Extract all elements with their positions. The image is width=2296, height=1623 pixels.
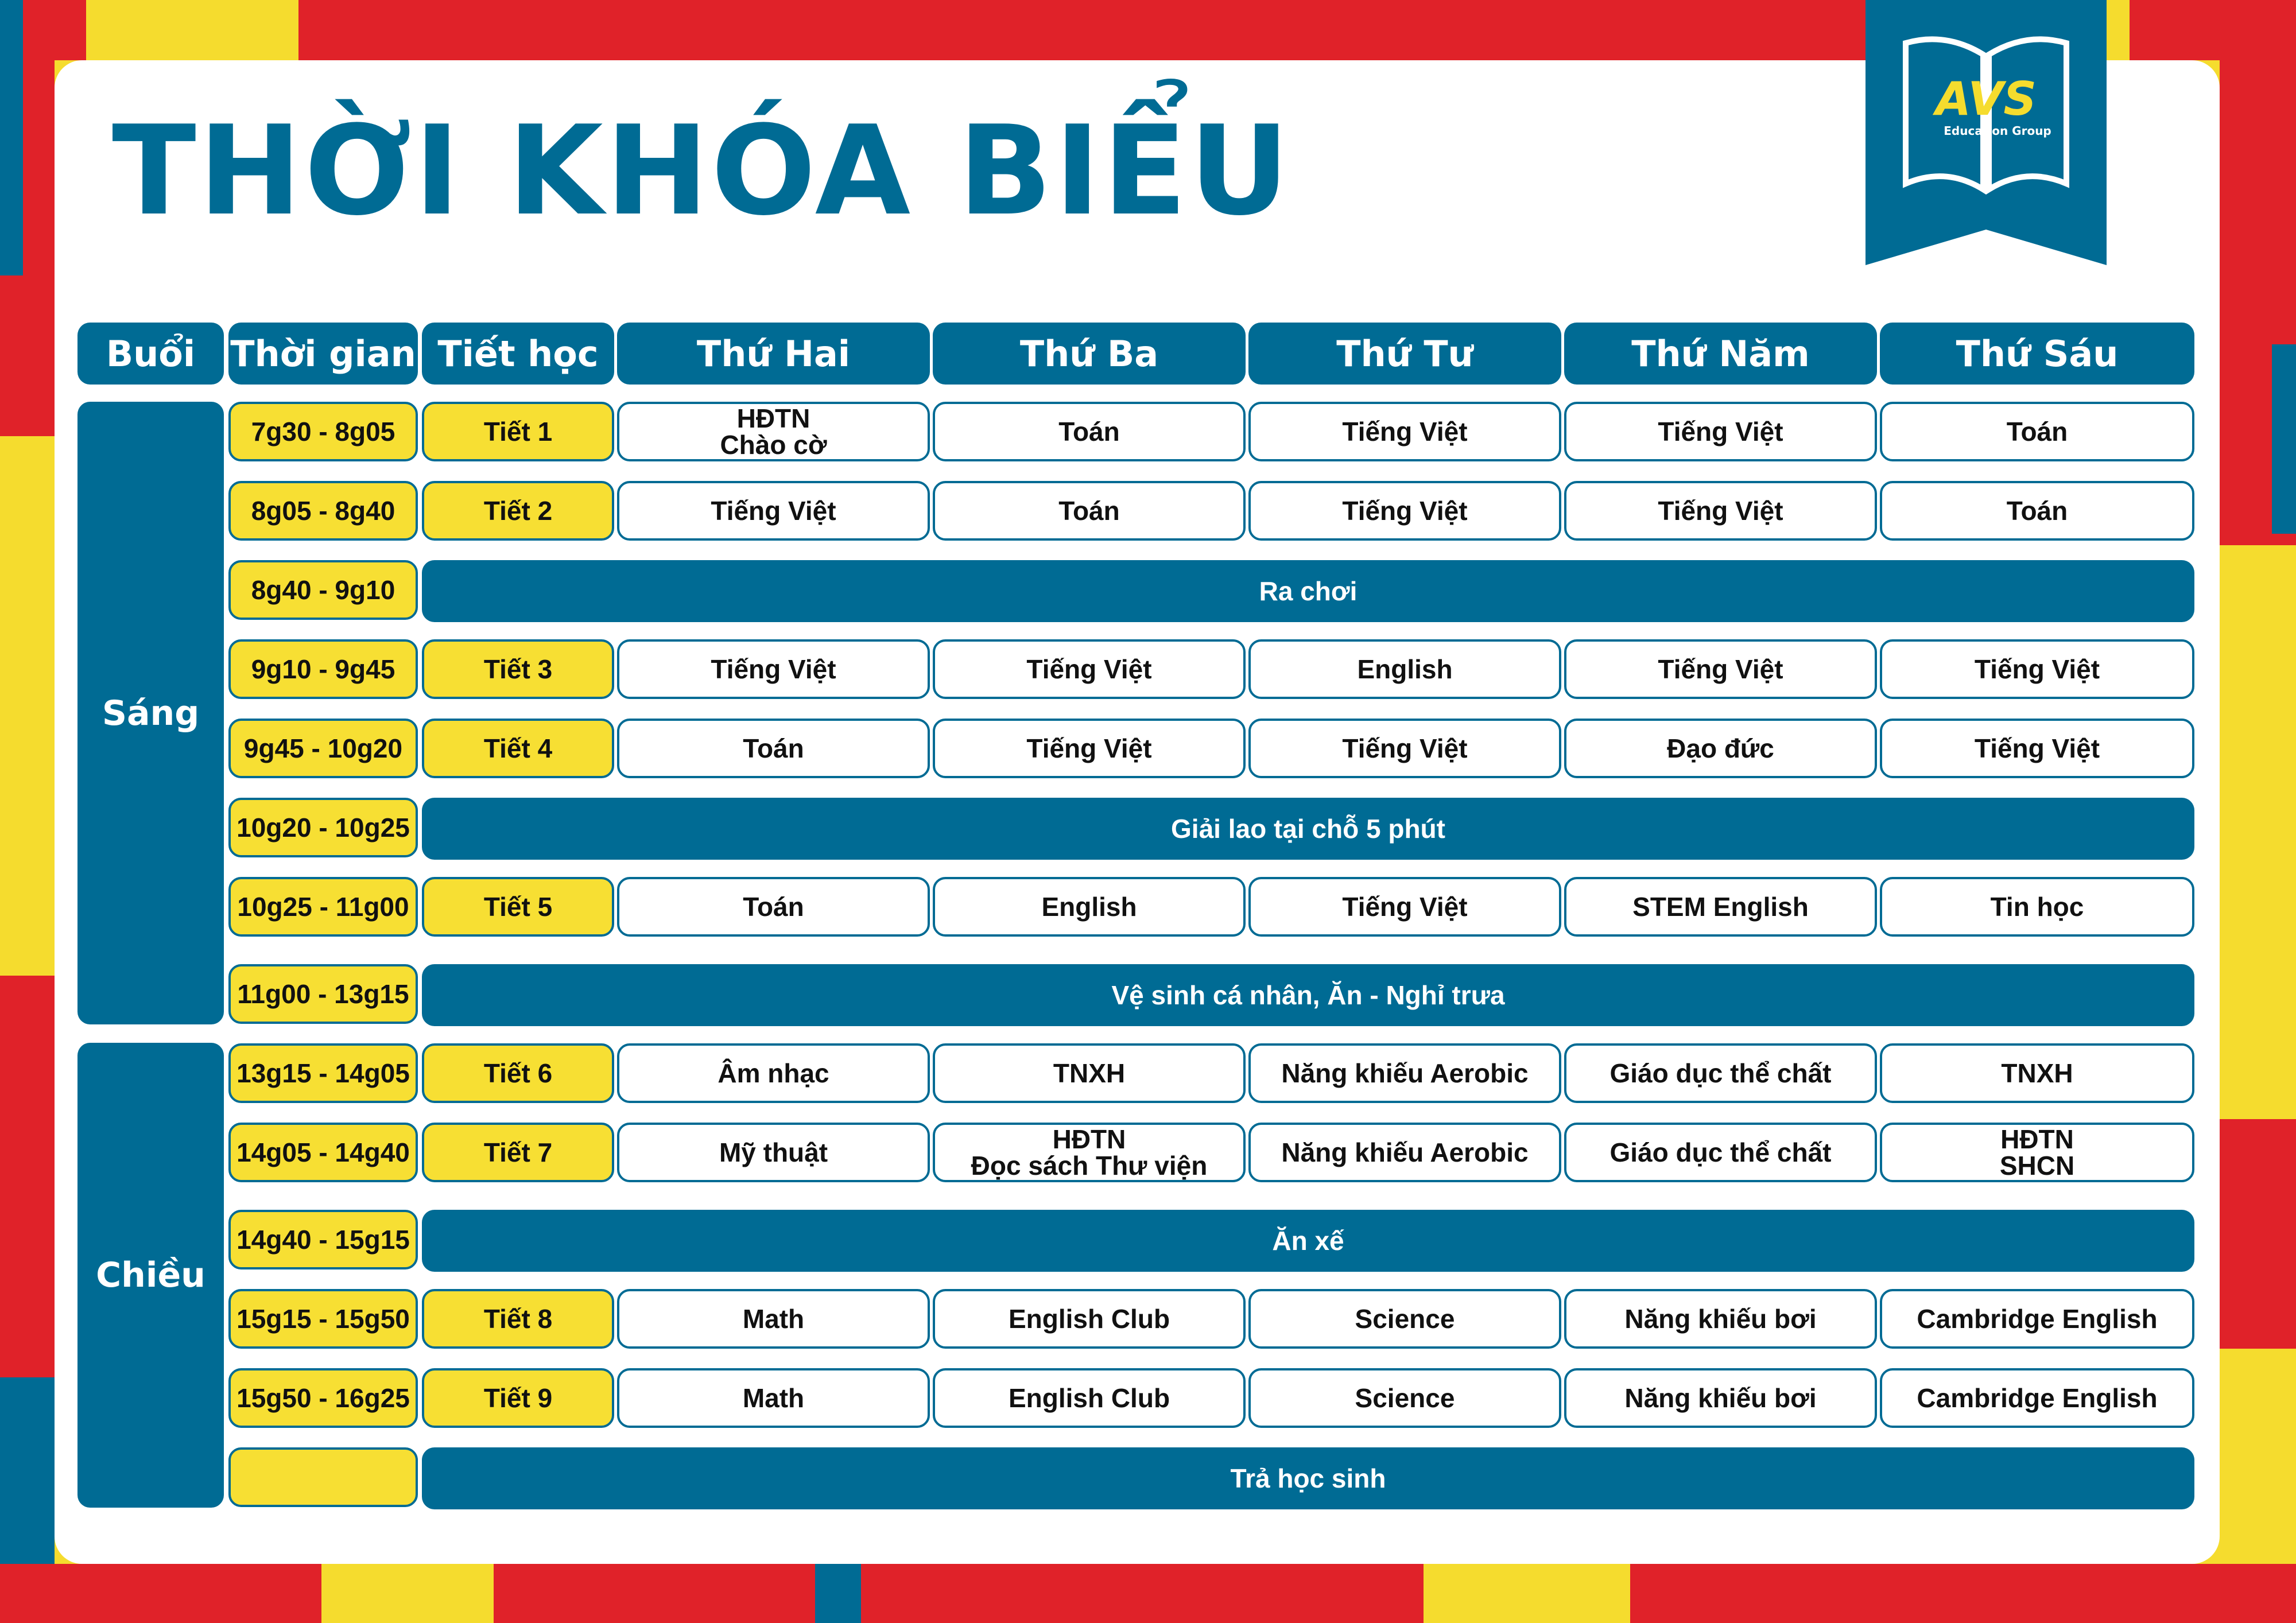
subject-cell-thursday [1564, 639, 1877, 699]
subject-cell-tuesday [933, 1368, 1246, 1428]
subject-text: HĐTN [2000, 1124, 2074, 1154]
period-cell: Tiết 8 [422, 1289, 614, 1349]
subject-text: Cambridge English [1917, 1383, 2158, 1413]
subject-cell-thursday [1564, 719, 1877, 778]
subject-text: Tiếng Việt [1342, 496, 1468, 526]
subject-text: Tiếng Việt [1026, 733, 1152, 763]
subject-text: English Club [1008, 1383, 1170, 1413]
subject-text: Science [1355, 1304, 1455, 1334]
subject-cell-monday [617, 1043, 930, 1103]
subject-text: Toán [743, 892, 804, 922]
subject-cell-wednesday [1248, 877, 1561, 937]
subject-cell-wednesday [1248, 481, 1561, 541]
subject-text: Tiếng Việt [1658, 417, 1783, 446]
header-wednesday: Thứ Tư [1248, 323, 1561, 385]
subject-cell-monday [617, 1123, 930, 1182]
subject-text: Năng khiếu Aerobic [1281, 1058, 1529, 1088]
break-band: Ăn xế [422, 1210, 2194, 1272]
subject-cell-tuesday [933, 1289, 1246, 1349]
subject-text: Cambridge English [1917, 1304, 2158, 1334]
page-title: THỜI KHÓA BIỂU [112, 99, 1292, 243]
subject-text: Giáo dục thể chất [1609, 1137, 1832, 1167]
time-cell: 14g05 - 14g40 [228, 1123, 418, 1182]
logo-brand: AVS [1935, 72, 2037, 126]
period-cell: Tiết 9 [422, 1368, 614, 1428]
header-thursday: Thứ Năm [1564, 323, 1877, 385]
time-cell: 15g15 - 15g50 [228, 1289, 418, 1349]
header-session: Buổi [77, 323, 224, 385]
subject-cell-wednesday [1248, 1368, 1561, 1428]
time-cell: 11g00 - 13g15 [228, 964, 418, 1024]
subject-text: STEM English [1632, 892, 1809, 922]
subject-cell-friday [1880, 1123, 2194, 1182]
time-cell: 14g40 - 15g15 [228, 1210, 418, 1269]
session-morning: Sáng [77, 402, 224, 1024]
subject-cell-wednesday [1248, 1043, 1561, 1103]
period-cell: Tiết 1 [422, 402, 614, 461]
subject-text: Âm nhạc [718, 1058, 829, 1088]
subject-text: Giáo dục thể chất [1609, 1058, 1832, 1088]
break-band: Trả học sinh [422, 1447, 2194, 1509]
subject-cell-friday [1880, 1289, 2194, 1349]
subject-text: English [1041, 892, 1137, 922]
subject-text: Tin học [1990, 892, 2084, 922]
subject-text: Tiếng Việt [1342, 417, 1468, 446]
subject-cell-thursday [1564, 1043, 1877, 1103]
subject-cell-thursday [1564, 1123, 1877, 1182]
subject-text: Đạo đức [1667, 733, 1774, 763]
subject-text: TNXH [1053, 1058, 1126, 1088]
background-red-right-low [2220, 1119, 2296, 1349]
time-cell: 10g20 - 10g25 [228, 798, 418, 857]
subject-cell-tuesday [933, 719, 1246, 778]
subject-cell-tuesday [933, 1123, 1246, 1182]
subject-cell-friday [1880, 481, 2194, 541]
subject-cell-monday [617, 1289, 930, 1349]
subject-text: Đọc sách Thư viện [971, 1151, 1208, 1181]
subject-cell-wednesday [1248, 639, 1561, 699]
subject-text: Tiếng Việt [1342, 733, 1468, 763]
subject-cell-wednesday [1248, 1289, 1561, 1349]
subject-text: Chào cờ [720, 430, 827, 460]
header-tuesday: Thứ Ba [933, 323, 1246, 385]
subject-cell-friday [1880, 719, 2194, 778]
time-cell: 10g25 - 11g00 [228, 877, 418, 937]
subject-text: SHCN [1999, 1151, 2075, 1181]
avs-logo [1865, 0, 2107, 265]
subject-text: English Club [1008, 1304, 1170, 1334]
header-friday: Thứ Sáu [1880, 323, 2194, 385]
subject-text: Math [742, 1383, 805, 1413]
subject-cell-friday [1880, 877, 2194, 937]
subject-text: English [1357, 654, 1453, 684]
subject-text: Tiếng Việt [711, 654, 836, 684]
subject-text: Science [1355, 1383, 1455, 1413]
subject-text: Toán [1058, 417, 1120, 446]
subject-text: Tiếng Việt [1026, 654, 1152, 684]
subject-cell-wednesday [1248, 1123, 1561, 1182]
subject-cell-wednesday [1248, 719, 1561, 778]
time-cell: 9g45 - 10g20 [228, 719, 418, 778]
subject-cell-monday [617, 639, 930, 699]
subject-cell-tuesday [933, 639, 1246, 699]
subject-text: Toán [1058, 496, 1120, 526]
subject-cell-thursday [1564, 402, 1877, 461]
subject-text: TNXH [2001, 1058, 2073, 1088]
subject-cell-friday [1880, 1043, 2194, 1103]
subject-cell-monday [617, 1368, 930, 1428]
subject-cell-wednesday [1248, 402, 1561, 461]
background-yellow-bottom-b [1424, 1564, 1630, 1623]
time-cell: 8g05 - 8g40 [228, 481, 418, 541]
subject-text: Mỹ thuật [719, 1137, 828, 1167]
break-band: Ra chơi [422, 560, 2194, 622]
subject-text: Năng khiếu bơi [1624, 1383, 1817, 1413]
logo-tagline: Education Group [1944, 124, 2051, 138]
subject-cell-tuesday [933, 402, 1246, 461]
background-blue-left [0, 0, 23, 275]
subject-text: Toán [2006, 496, 2068, 526]
subject-text: HĐTN [1052, 1124, 1126, 1154]
period-cell: Tiết 4 [422, 719, 614, 778]
subject-text: Tiếng Việt [1658, 654, 1783, 684]
subject-cell-monday [617, 719, 930, 778]
period-cell: Tiết 3 [422, 639, 614, 699]
break-band: Giải lao tại chỗ 5 phút [422, 798, 2194, 860]
subject-text: Năng khiếu bơi [1624, 1304, 1817, 1334]
subject-cell-monday [617, 481, 930, 541]
subject-text: Năng khiếu Aerobic [1281, 1137, 1529, 1167]
subject-cell-friday [1880, 1368, 2194, 1428]
background-yellow-top-left [86, 0, 298, 60]
background-blue-bottom [815, 1564, 861, 1623]
time-cell: 13g15 - 14g05 [228, 1043, 418, 1103]
period-cell: Tiết 6 [422, 1043, 614, 1103]
subject-text: Math [742, 1304, 805, 1334]
subject-cell-monday [617, 402, 930, 461]
subject-cell-thursday [1564, 1289, 1877, 1349]
subject-text: Tiếng Việt [1974, 733, 2100, 763]
time-cell: 7g30 - 8g05 [228, 402, 418, 461]
time-cell: 8g40 - 9g10 [228, 560, 418, 620]
time-cell [228, 1447, 418, 1507]
subject-cell-thursday [1564, 877, 1877, 937]
background-red-left-low [0, 976, 55, 1377]
subject-cell-tuesday [933, 481, 1246, 541]
period-cell: Tiết 2 [422, 481, 614, 541]
subject-cell-thursday [1564, 1368, 1877, 1428]
subject-text: Toán [743, 733, 804, 763]
subject-text: Tiếng Việt [1342, 892, 1468, 922]
subject-cell-tuesday [933, 877, 1246, 937]
subject-cell-monday [617, 877, 930, 937]
subject-text: Tiếng Việt [1974, 654, 2100, 684]
subject-text: Tiếng Việt [711, 496, 836, 526]
time-cell: 15g50 - 16g25 [228, 1368, 418, 1428]
period-cell: Tiết 7 [422, 1123, 614, 1182]
subject-text: Toán [2006, 417, 2068, 446]
subject-cell-friday [1880, 402, 2194, 461]
header-monday: Thứ Hai [617, 323, 930, 385]
session-afternoon: Chiều [77, 1043, 224, 1508]
time-cell: 9g10 - 9g45 [228, 639, 418, 699]
background-yellow-bottom-a [321, 1564, 494, 1623]
subject-cell-friday [1880, 639, 2194, 699]
header-period: Tiết học [422, 323, 614, 385]
period-cell: Tiết 5 [422, 877, 614, 937]
subject-cell-thursday [1564, 481, 1877, 541]
background-blue-right [2272, 344, 2296, 534]
break-band: Vệ sinh cá nhân, Ăn - Nghỉ trưa [422, 964, 2194, 1026]
header-time: Thời gian [228, 323, 418, 385]
subject-text: Tiếng Việt [1658, 496, 1783, 526]
subject-text: HĐTN [736, 403, 810, 433]
subject-cell-tuesday [933, 1043, 1246, 1103]
